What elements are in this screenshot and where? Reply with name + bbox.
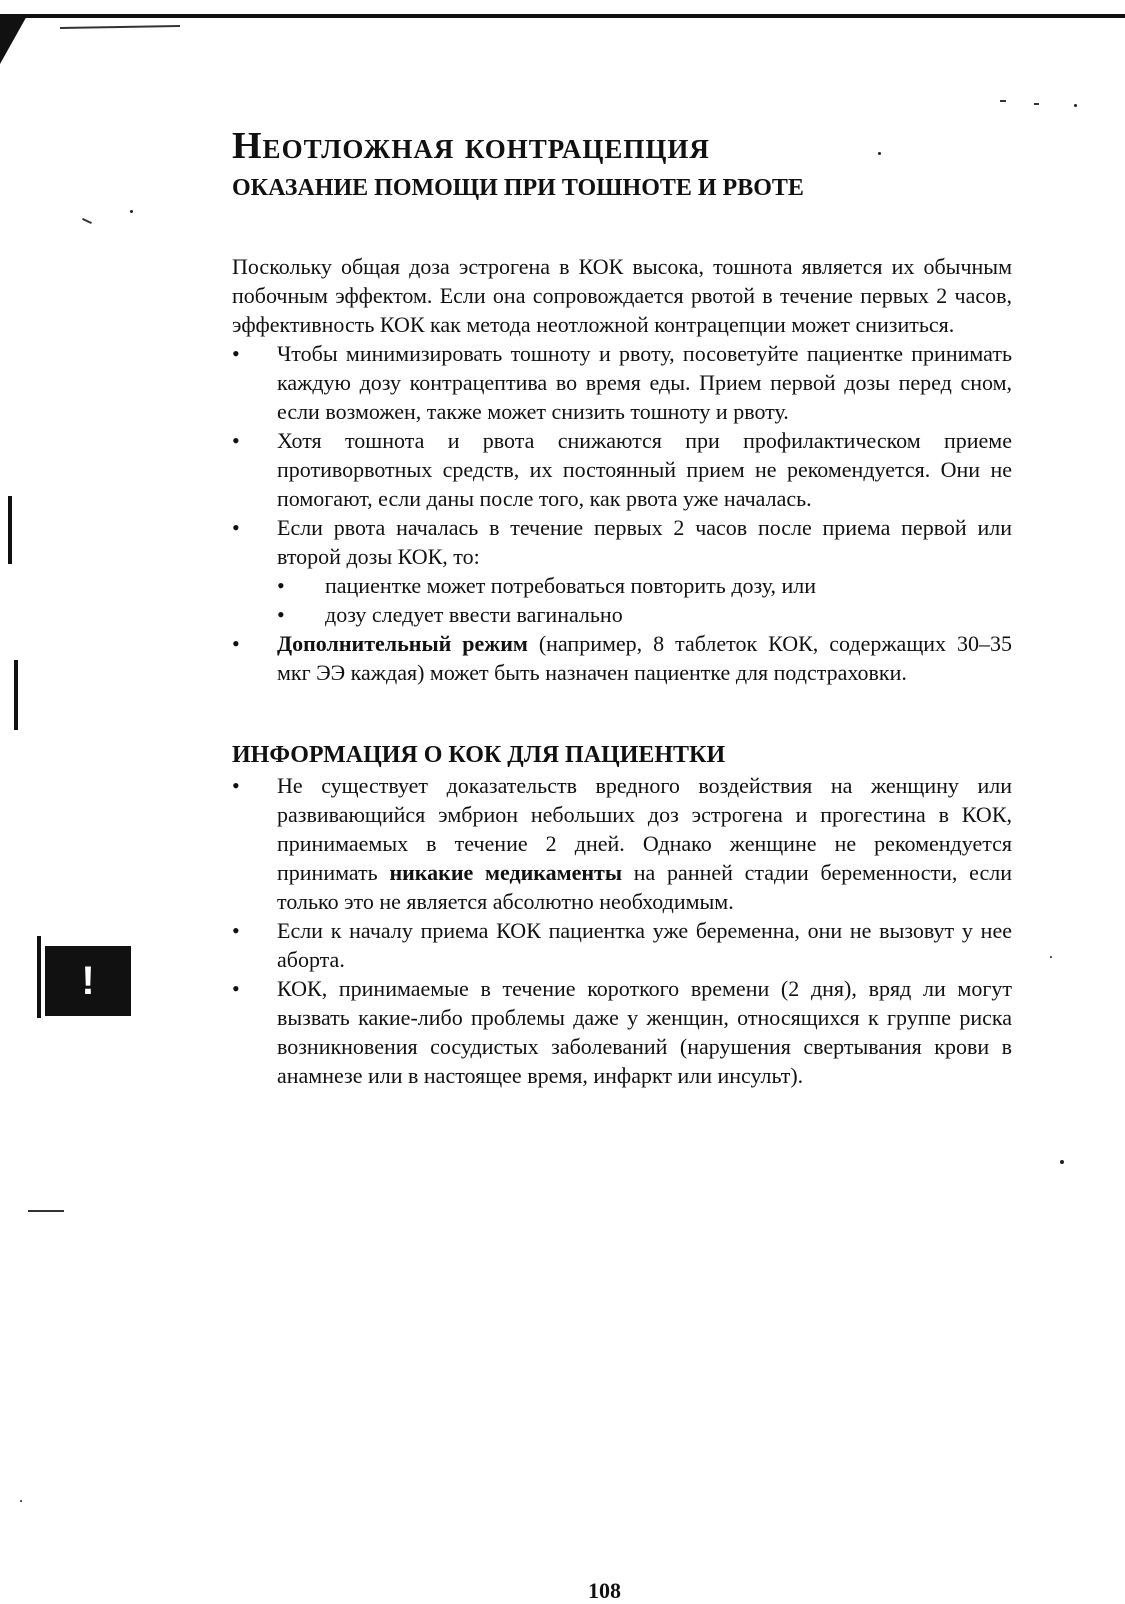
nausea-advice-list (232, 339, 1012, 687)
list-item (232, 426, 1012, 513)
warning-icon (45, 946, 131, 1016)
list-item (232, 974, 1012, 1090)
scan-corner-stroke (60, 25, 180, 29)
list-item (232, 513, 1012, 629)
scan-speck (1034, 103, 1039, 105)
scan-speck (1000, 100, 1006, 102)
page-title: Неотложная контрацепция (232, 125, 710, 167)
scan-speck (1050, 956, 1052, 958)
list-item (232, 771, 1012, 916)
sub-list-item-text: пациентке может потребоваться повторить дозу, или (325, 573, 817, 598)
scan-speck (130, 210, 133, 213)
list-item (232, 629, 1012, 687)
scan-margin-bar (14, 660, 18, 730)
scan-speck (20, 1500, 22, 1502)
list-item-text: Если рвота началась в течение первых 2 часов после приема первой или второй дозы КОК, то: (277, 515, 1012, 569)
list-item-bold-text: никакие медикаменты (389, 860, 623, 885)
scan-margin-bar (8, 496, 12, 564)
list-item-text: КОК, принимаемые в течение короткого времени (2 дня), вряд ли могут вызвать какие-либо проблемы даже у женщин, относящихся к группе риска возникновения сосудистых заболеваний (нарушения свертывания крови в анамнезе или в настоящее время, инфаркт или инсульт). (277, 976, 1012, 1088)
scan-top-rule (0, 14, 1125, 18)
sub-list-item (277, 571, 1012, 600)
scan-speck (1060, 1160, 1064, 1164)
page-number: 108 (588, 1578, 621, 1603)
patient-info-list (232, 771, 1012, 1090)
main-content (232, 122, 1012, 1090)
sub-list-item (277, 600, 1012, 629)
scan-corner-mark (0, 14, 28, 64)
list-item-text: Хотя тошнота и рвота снижаются при профилактическом приеме противорвотных средств, их постоянный прием не рекомендуется. Они не помогают, если даны после того, как рвота уже началась. (277, 428, 1012, 511)
list-item-text: Не существует доказательств вредного воздействия на женщину или развивающийся эмбрион небольших доз эстрогена и прогестина в КОК, принимаемых в течение 2 дней. Однако женщине не рекомендуется принимать (277, 773, 1012, 885)
list-item-text: (например, 8 таблеток КОК, содержащих 30–35 мкг ЭЭ каждая) может быть назначен пациентке для подстраховки. (277, 631, 1012, 685)
intro-paragraph: Поскольку общая доза эстрогена в КОК высока, тошнота является их обычным побочным эффектом. Если она сопровождается рвотой в течение первых 2 часов, эффективность КОК как метода неотложной контрацепции может снизиться. (232, 254, 1012, 337)
sub-list-item-text: дозу следует ввести вагинально (325, 602, 623, 627)
warning-marker-line (37, 936, 41, 1018)
list-item (232, 916, 1012, 974)
list-item-bold-text: Дополнительный режим (277, 631, 528, 656)
scan-speck (82, 218, 92, 224)
list-item-text: Чтобы минимизировать тошноту и рвоту, посоветуйте пациентке принимать каждую дозу контрацептива во время еды. Прием первой дозы перед сном, если возможен, также может снизить тошноту и рвоту. (277, 341, 1012, 424)
warning-icon-glyph: ! (81, 958, 95, 1003)
list-item-text: на ранней стадии беременности, если только это не является абсолютно необходимым. (277, 860, 1012, 914)
sub-list (277, 571, 1012, 629)
list-item (232, 339, 1012, 426)
scan-speck (1074, 104, 1077, 107)
scan-speck (28, 1210, 64, 1212)
section-heading: ИНФОРМАЦИЯ О КОК ДЛЯ ПАЦИЕНТКИ (232, 742, 726, 768)
list-item-text: Если к началу приема КОК пациентка уже беременна, они не вызовут у нее аборта. (277, 918, 1012, 972)
page-subtitle: ОКАЗАНИЕ ПОМОЩИ ПРИ ТОШНОТЕ И РВОТЕ (232, 175, 804, 201)
